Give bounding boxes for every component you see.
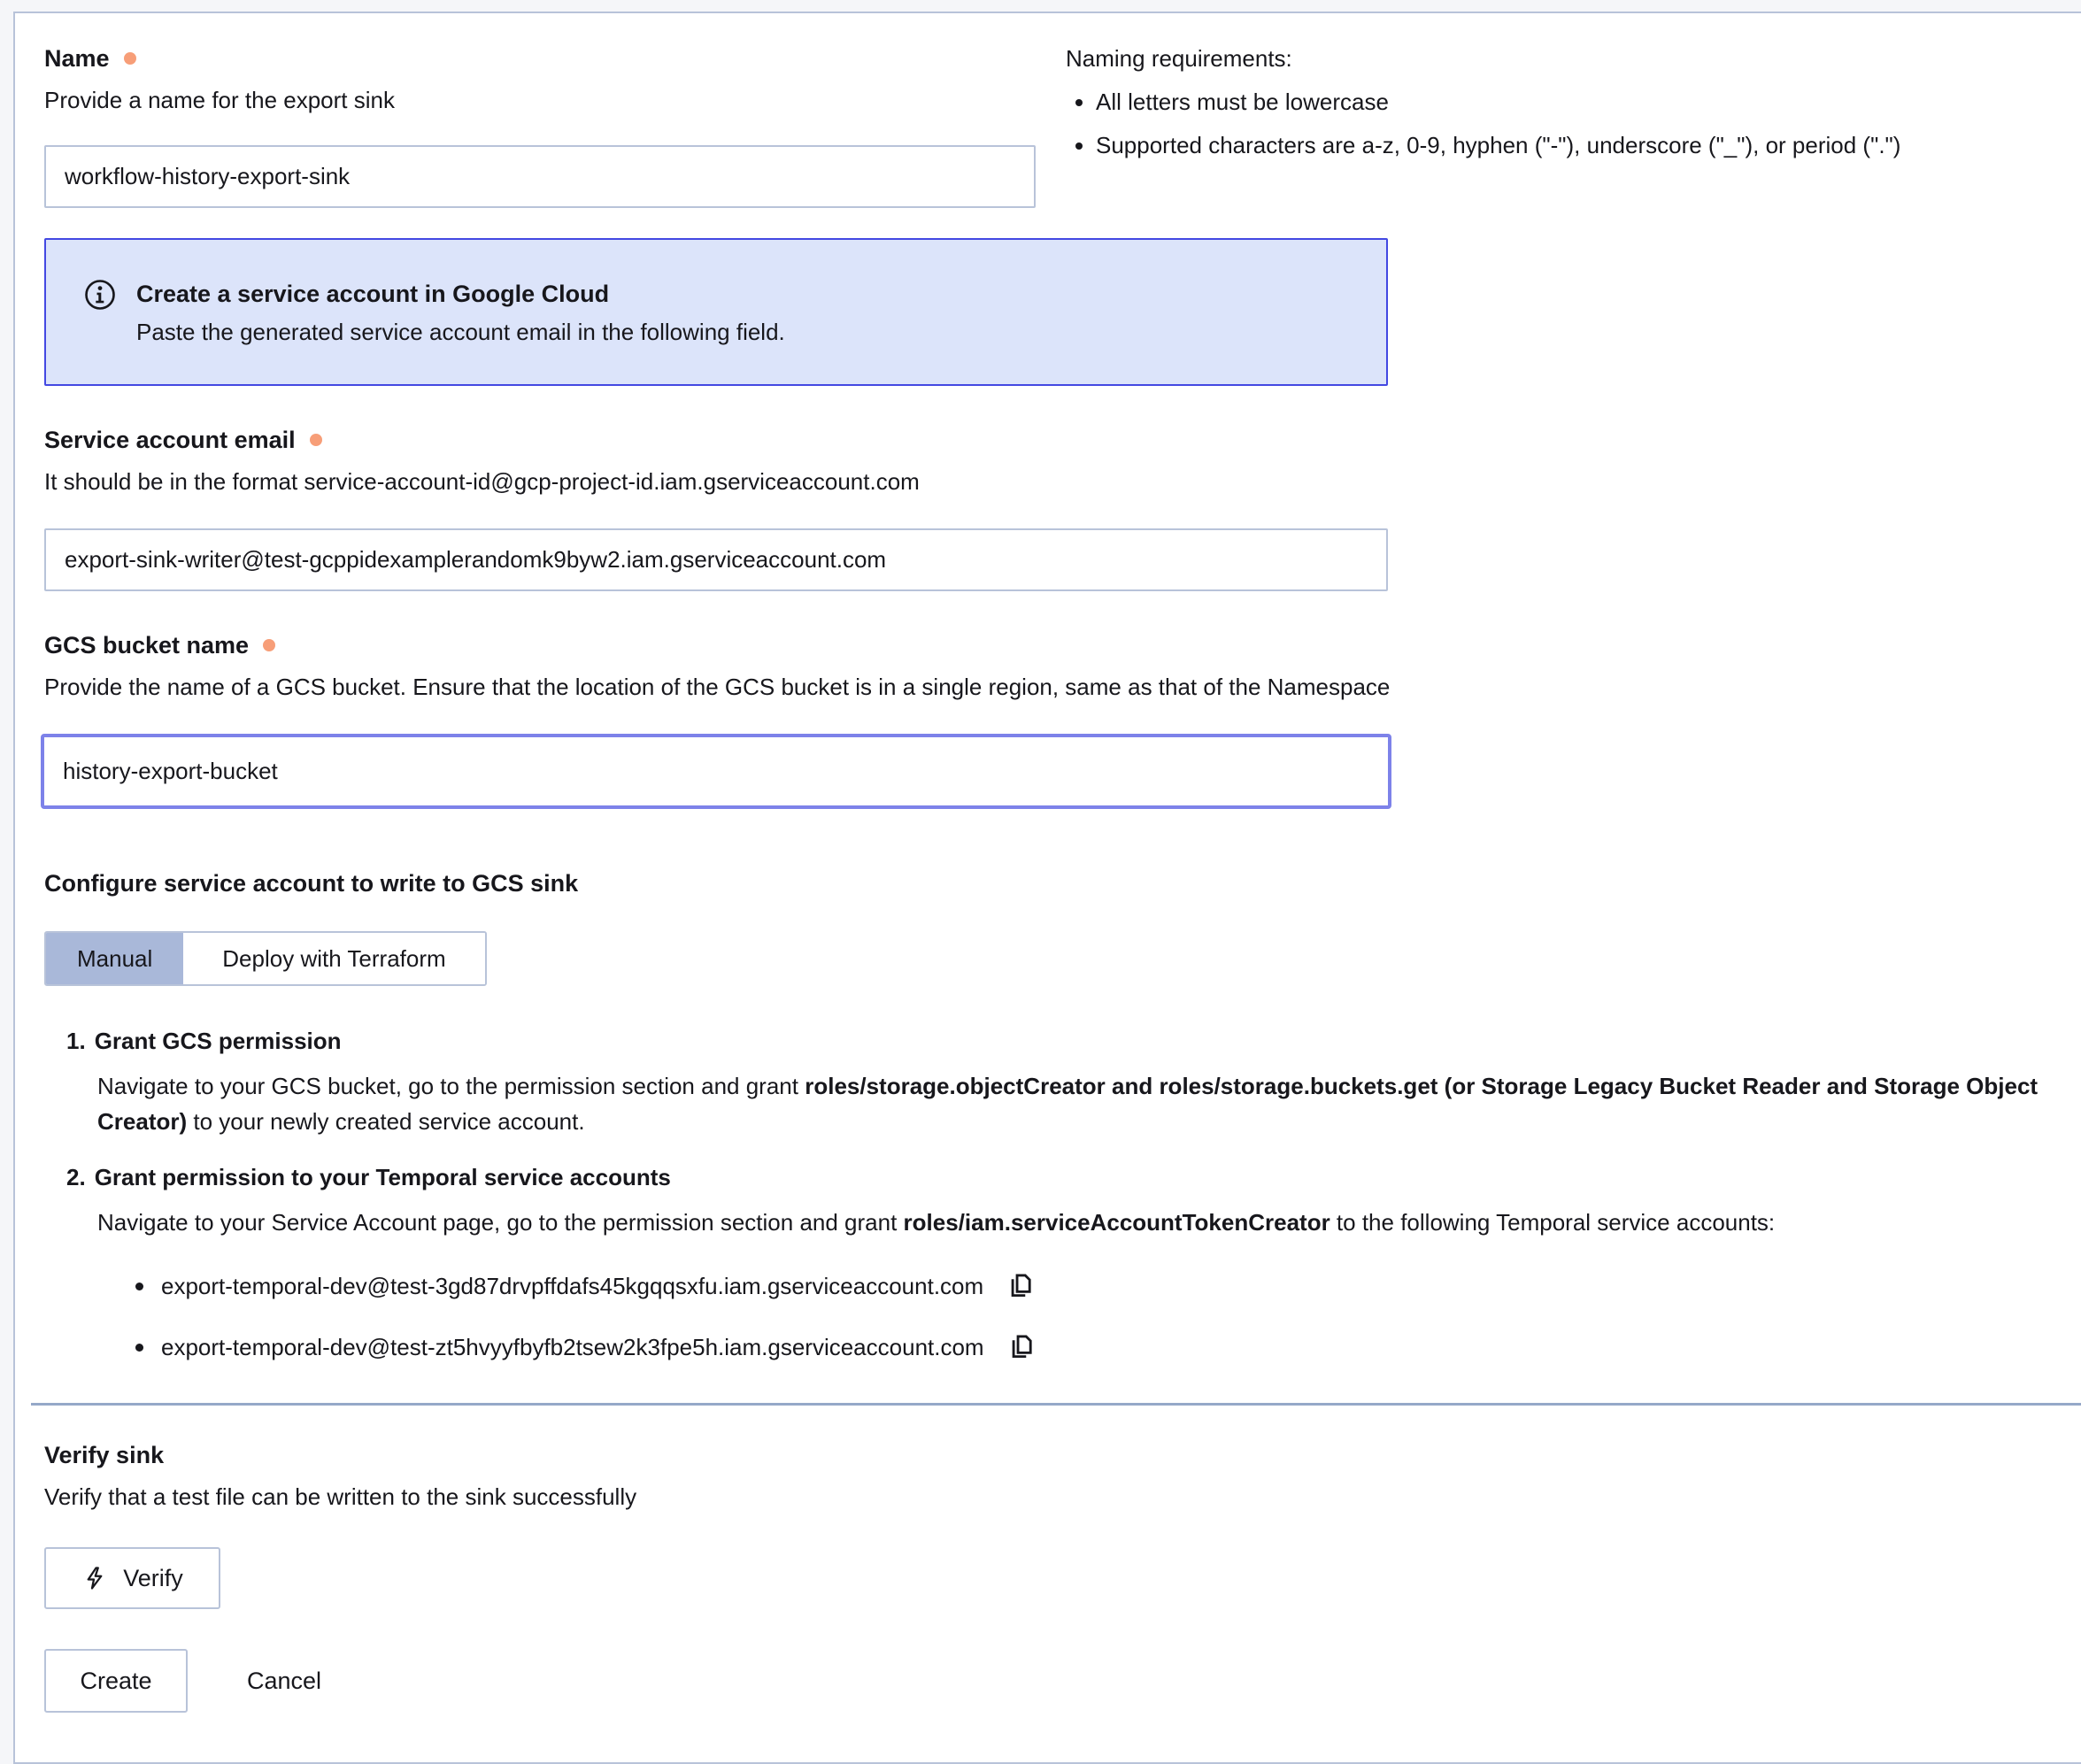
name-input[interactable] bbox=[44, 145, 1036, 208]
required-dot-icon bbox=[124, 52, 136, 65]
info-banner-title: Create a service account in Google Cloud bbox=[136, 281, 610, 307]
service-account-item bbox=[135, 1331, 2081, 1363]
tab-deploy-with-terraform[interactable]: Deploy with Terraform bbox=[183, 933, 484, 984]
service-account-description: It should be in the format service-account-id@gcp-project-id.iam.gserviceaccount.com bbox=[44, 468, 920, 495]
verify-sink-description: Verify that a test file can be written to the sink successfully bbox=[44, 1483, 637, 1510]
name-field-block bbox=[44, 42, 1037, 208]
copy-icon[interactable] bbox=[1007, 1332, 1037, 1362]
bullet-icon bbox=[135, 1283, 143, 1290]
tab-manual[interactable]: Manual bbox=[46, 933, 183, 984]
step-title-text: Grant permission to your Temporal service accounts bbox=[94, 1164, 671, 1190]
service-account-email-input[interactable] bbox=[44, 528, 1388, 591]
service-account-label-row bbox=[44, 424, 2081, 456]
step-body-text: to the following Temporal service accounts: bbox=[1330, 1209, 1776, 1236]
step-number: 2. bbox=[66, 1164, 86, 1190]
cancel-button[interactable]: Cancel bbox=[247, 1667, 322, 1694]
step-body-text: Navigate to your GCS bucket, go to the permission section and grant bbox=[97, 1073, 805, 1099]
step-body-roles: roles/storage.objectCreator and roles/storage.buckets.get (or Storage Legacy Bucket Reader and Storage Object Creator) bbox=[97, 1073, 2039, 1135]
step-number: 1. bbox=[66, 1028, 86, 1054]
export-sink-form-card bbox=[13, 12, 2081, 1764]
create-button[interactable]: Create bbox=[44, 1649, 188, 1713]
bucket-name-input[interactable] bbox=[41, 734, 1391, 809]
name-field-label-row bbox=[44, 42, 1037, 74]
service-account-label: Service account email bbox=[44, 427, 296, 453]
service-account-item bbox=[135, 1270, 2081, 1302]
verify-button-label: Verify bbox=[123, 1564, 183, 1591]
bucket-name-label: GCS bucket name bbox=[44, 632, 250, 659]
required-dot-icon bbox=[310, 434, 322, 446]
step-body bbox=[97, 1068, 2049, 1139]
info-banner-body: Paste the generated service account email in the following field. bbox=[136, 319, 785, 345]
name-field-description: Provide a name for the export sink bbox=[44, 87, 395, 113]
copy-icon[interactable] bbox=[1006, 1271, 1037, 1301]
step-body-text: to your newly created service account. bbox=[187, 1108, 585, 1135]
service-account-email: export-temporal-dev@test-zt5hvyyfbyfb2tsew2k3fpe5h.iam.gserviceaccount.com bbox=[161, 1334, 984, 1360]
bullet-icon bbox=[135, 1344, 143, 1352]
step-grant-temporal-permission bbox=[66, 1161, 2081, 1363]
step-body bbox=[97, 1205, 2049, 1240]
configure-section-title: Configure service account to write to GCS sink bbox=[44, 870, 579, 897]
bucket-field-block bbox=[44, 629, 2081, 809]
section-divider bbox=[31, 1403, 2081, 1406]
name-field-label: Name bbox=[44, 45, 110, 72]
info-banner bbox=[44, 238, 1388, 386]
step-grant-gcs-permission bbox=[66, 1025, 2081, 1139]
naming-requirements-title: Naming requirements: bbox=[1066, 45, 1292, 72]
naming-requirements bbox=[1066, 42, 2075, 173]
required-dot-icon bbox=[263, 639, 275, 651]
service-account-field-block bbox=[44, 424, 2081, 591]
naming-requirements-list bbox=[1066, 87, 2075, 160]
temporal-service-accounts-list bbox=[135, 1270, 2081, 1363]
step-title bbox=[66, 1025, 2081, 1057]
verify-sink-title: Verify sink bbox=[44, 1442, 165, 1468]
bucket-label-row bbox=[44, 629, 2081, 661]
bolt-icon bbox=[81, 1565, 108, 1591]
step-body-roles: roles/iam.serviceAccountTokenCreator bbox=[903, 1209, 1330, 1236]
form-actions bbox=[44, 1649, 2081, 1713]
name-and-requirements-row bbox=[44, 42, 2081, 208]
naming-requirement-item: • All letters must be lowercase bbox=[1096, 87, 2075, 117]
verify-sink-section bbox=[44, 1439, 2081, 1609]
step-title bbox=[66, 1161, 2081, 1193]
info-banner-text bbox=[136, 277, 785, 349]
manual-steps bbox=[66, 1025, 2081, 1363]
deploy-method-tabs bbox=[44, 931, 487, 986]
bucket-description: Provide the name of a GCS bucket. Ensure that the location of the GCS bucket is in a single region, same as that of the Namespace bbox=[44, 674, 1391, 700]
service-account-email: export-temporal-dev@test-3gd87drvpffdafs45kgqqsxfu.iam.gserviceaccount.com bbox=[161, 1273, 984, 1299]
step-title-text: Grant GCS permission bbox=[94, 1028, 342, 1054]
verify-button[interactable] bbox=[44, 1547, 220, 1609]
step-body-text: Navigate to your Service Account page, go to the permission section and grant bbox=[97, 1209, 904, 1236]
info-icon bbox=[83, 278, 117, 316]
naming-requirement-item: • Supported characters are a-z, 0-9, hyphen ("-"), underscore ("_"), or period (".") bbox=[1096, 130, 2075, 160]
